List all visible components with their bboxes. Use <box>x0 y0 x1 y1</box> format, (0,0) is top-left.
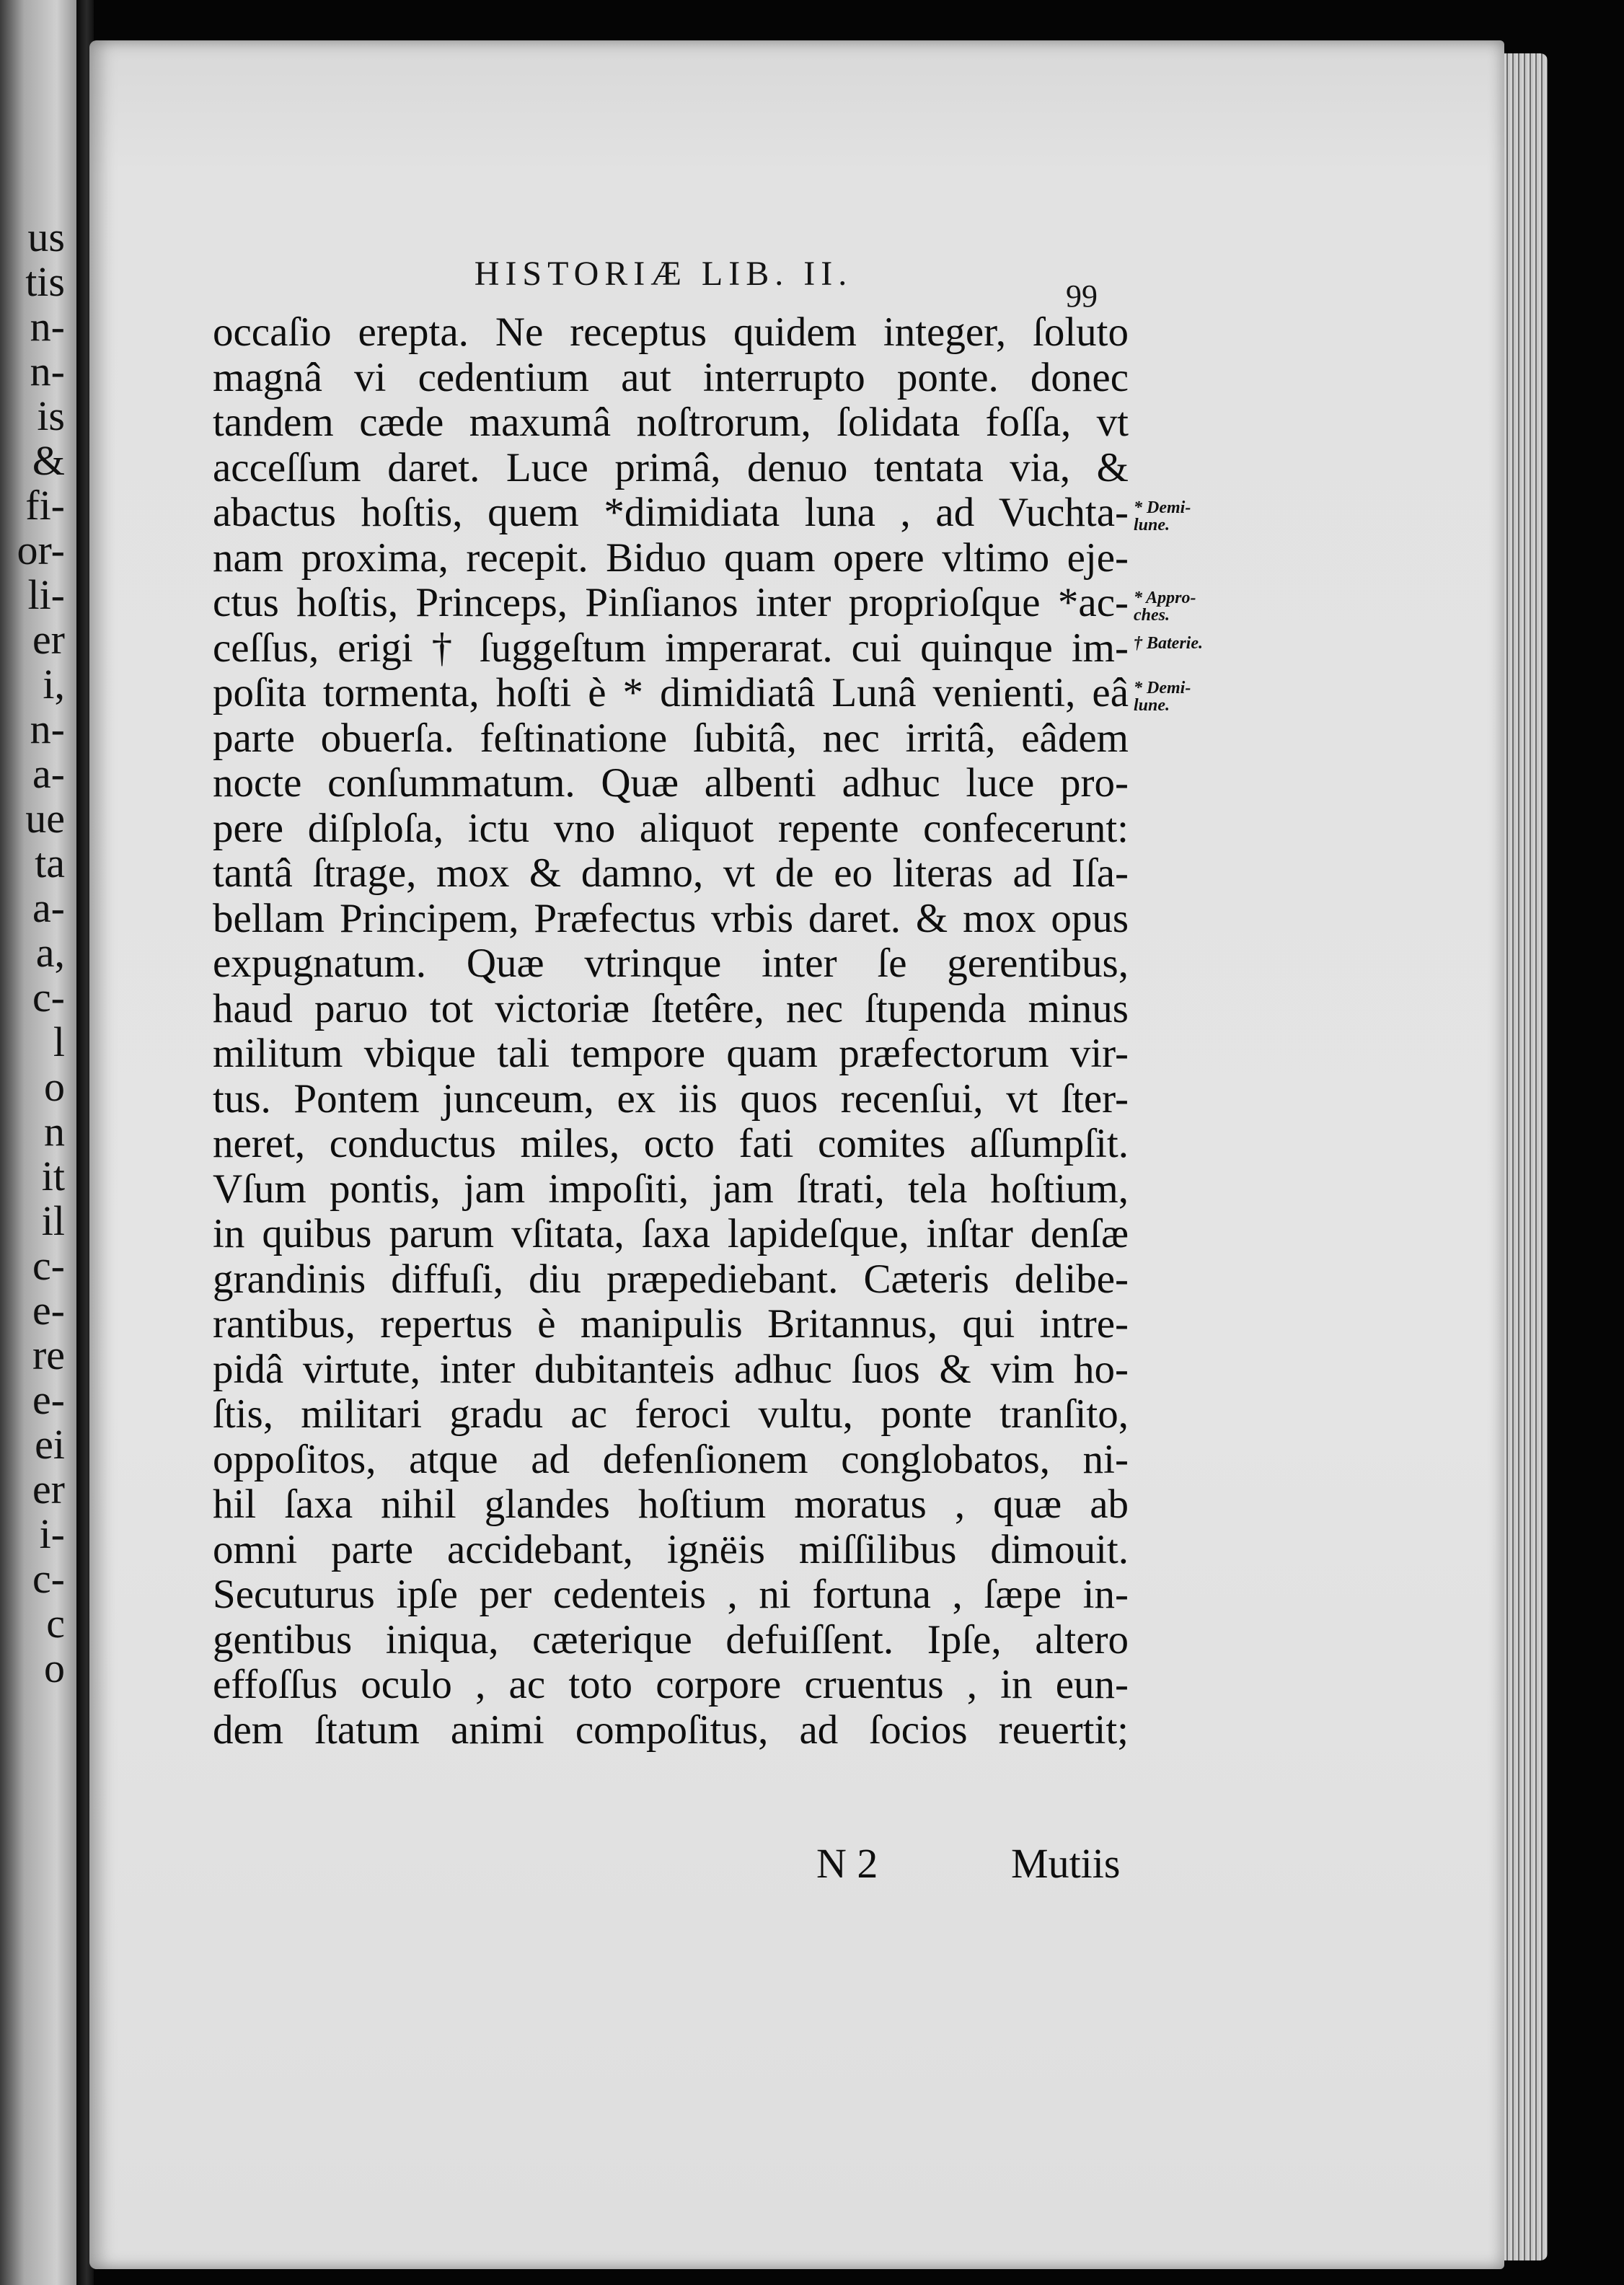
page-edges <box>1504 53 1548 2260</box>
text-line: occaſio erepta. Ne receptus quidem integer, ſoluto <box>213 309 1129 355</box>
text-line: parte obuerſa. feſtinatione ſubitâ, nec irritâ, eâdem <box>213 715 1129 761</box>
text-line: ctus hoſtis, Princeps, Pinſianos inter proprioſque *ac- <box>213 580 1129 625</box>
text-line: expugnatum. Quæ vtrinque inter ſe gerentibus, <box>213 941 1129 986</box>
facing-page-fragment: or- <box>17 527 65 573</box>
text-line: militum vbique tali tempore quam præfectorum vir- <box>213 1031 1129 1076</box>
facing-page-fragment: n <box>44 1108 65 1155</box>
text-line: Secuturus ipſe per cedenteis , ni fortuna , ſæpe in- <box>213 1572 1129 1617</box>
text-line: bellam Principem, Præfectus vrbis daret. & mox opus <box>213 895 1129 941</box>
facing-page-fragment: tis <box>25 258 65 305</box>
facing-page-fragment: e- <box>32 1287 65 1334</box>
facing-page-fragment: n- <box>30 303 65 350</box>
text-line: abactus hoſtis, quem *dimidiata luna , ad Vuchta- <box>213 490 1129 535</box>
text-line: tus. Pontem junceum, ex iis quos recenſui, vt ſter- <box>213 1075 1129 1122</box>
text-line: ceſſus, erigi † ſuggeſtum imperarat. cui quinque im- <box>213 625 1129 671</box>
text-line: omni parte accidebant, ignëis miſſilibus dimouit. <box>213 1526 1129 1572</box>
text-line: rantibus, repertus è manipulis Britannus, qui intre- <box>213 1301 1129 1347</box>
facing-page-fragment: re <box>32 1331 65 1378</box>
facing-page-fragment: i, <box>43 661 65 708</box>
text-line: haud paruo tot victoriæ ſtetêre, nec ſtupenda minus <box>213 985 1129 1031</box>
text-line: tandem cæde maxumâ noſtrorum, ſolidata foſſa, vt <box>213 400 1129 445</box>
facing-page-text-fragments <box>0 213 81 1691</box>
marginal-note: * Demi- lune. <box>1134 498 1191 534</box>
text-line: magnâ vi cedentium aut interrupto ponte. donec <box>213 354 1129 400</box>
text-line: pere diſploſa, ictu vno aliquot repente confecerunt: <box>213 805 1129 851</box>
facing-page-fragment: er <box>32 616 65 663</box>
text-line: hil ſaxa nihil glandes hoſtium moratus , quæ ab <box>213 1481 1129 1527</box>
facing-page-fragment: ue <box>25 795 65 842</box>
text-line: Vſum pontis, jam impoſiti, jam ſtrati, tela hoſtium, <box>213 1166 1129 1212</box>
facing-page-fragment: a- <box>32 884 65 931</box>
body-text <box>213 310 1129 1753</box>
facing-page-fragment: c- <box>32 1555 65 1602</box>
text-line: in quibus parum vſitata, ſaxa lapideſque, inſtar denſæ <box>213 1211 1129 1256</box>
facing-page-fragment: c- <box>32 974 65 1021</box>
facing-page-fragment: n- <box>30 705 65 752</box>
signature-mark: N 2 <box>816 1840 878 1887</box>
text-line: neret, conductus miles, octo fati comites aſſumpſit. <box>213 1121 1129 1166</box>
text-line: nam proxima, recepit. Biduo quam opere vltimo eje- <box>213 534 1129 581</box>
facing-page-fragment: il <box>41 1197 65 1244</box>
text-line: effoſſus oculo , ac toto corpore cruentus , in eun- <box>213 1662 1129 1707</box>
facing-page-fragment: i- <box>39 1510 65 1557</box>
facing-page-fragment: it <box>41 1153 65 1199</box>
text-line: poſita tormenta, hoſti è * dimidiatâ Lunâ venienti, eâ <box>213 670 1129 716</box>
facing-page-fragment: fi- <box>25 482 65 529</box>
facing-page-fragment: a, <box>35 929 65 976</box>
text-line: grandinis diffuſi, diu præpediebant. Cæteris delibe- <box>213 1256 1129 1302</box>
text-line: pidâ virtute, inter dubitanteis adhuc ſuos & vim ho- <box>213 1346 1129 1392</box>
facing-page <box>0 0 81 2285</box>
text-line: gentibus iniqua, cæterique defuiſſent. Ipſe, altero <box>213 1616 1129 1663</box>
facing-page-fragment: o <box>44 1645 65 1691</box>
text-line: oppoſitos, atque ad defenſionem conglobatos, ni- <box>213 1436 1129 1482</box>
text-line: tantâ ſtrage, mox & damno, vt de eo literas ad Iſa- <box>213 850 1129 896</box>
text-line: dem ſtatum animi compoſitus, ad ſocios reuertit; <box>213 1707 1129 1753</box>
text-line: ſtis, militari gradu ac feroci vultu, ponte tranſito, <box>213 1391 1129 1437</box>
running-head: HISTORIÆ LIB. II. <box>474 255 853 293</box>
catchword: Mutiis <box>1011 1840 1121 1887</box>
facing-page-fragment: & <box>32 437 65 484</box>
marginal-note: * Demi- lune. <box>1134 679 1191 715</box>
text-line: nocte conſummatum. Quæ albenti adhuc luce pro- <box>213 760 1129 806</box>
text-line: acceſſum daret. Luce primâ, denuo tentata via, & <box>213 444 1129 490</box>
facing-page-fragment: n- <box>30 348 65 395</box>
facing-page-fragment: us <box>27 213 65 260</box>
marginal-note: † Baterie. <box>1134 633 1203 653</box>
marginal-note: * Appro- ches. <box>1134 589 1196 625</box>
facing-page-fragment: c- <box>32 1242 65 1289</box>
facing-page-fragment: c <box>46 1600 65 1647</box>
page-number: 99 <box>1066 278 1098 314</box>
facing-page-fragment: l <box>53 1018 65 1065</box>
facing-page-fragment: e- <box>32 1376 65 1423</box>
facing-page-fragment: ta <box>35 840 65 886</box>
facing-page-fragment: o <box>44 1063 65 1110</box>
facing-page-fragment: is <box>37 392 65 439</box>
facing-page-fragment: li- <box>27 571 65 618</box>
facing-page-fragment: er <box>32 1466 65 1513</box>
facing-page-fragment: a- <box>32 750 65 797</box>
facing-page-fragment: ei <box>35 1421 65 1468</box>
